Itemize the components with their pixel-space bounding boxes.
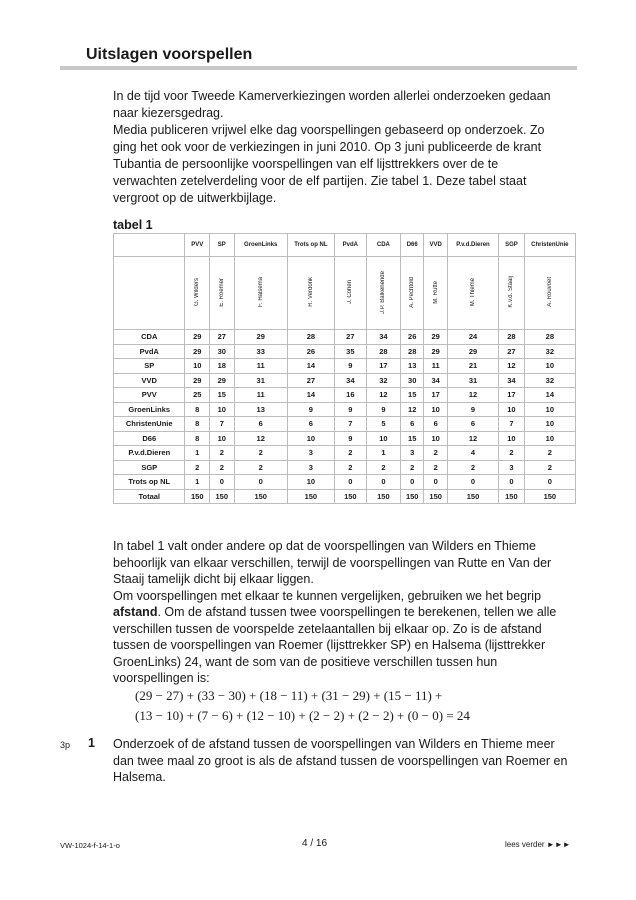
value-cell: 10 [524,359,575,374]
table-row [114,330,576,345]
leader-header-cell [210,257,235,330]
leader-header-cell [400,257,423,330]
leader-header-cell [424,257,447,330]
afstand-term: afstand [113,605,158,619]
leader-header-cell [334,257,366,330]
value-cell: 2 [334,460,366,475]
value-cell: 27 [287,373,334,388]
leader-header-cell [366,257,400,330]
value-cell: 9 [334,359,366,374]
value-cell: 13 [234,402,287,417]
value-cell: 30 [210,344,235,359]
value-cell: 5 [366,417,400,432]
table-body [114,330,576,504]
value-cell: 12 [499,359,525,374]
title-divider [60,66,577,70]
table-row [114,359,576,374]
row-label-cell: D66 [114,431,185,446]
value-cell: 18 [210,359,235,374]
corner-cell [114,234,185,257]
value-cell: 3 [287,460,334,475]
table-row [114,388,576,403]
value-cell: 2 [424,446,447,461]
value-cell: 150 [424,489,447,504]
footer-page-number: 4 / 16 [302,838,328,849]
table-row [114,402,576,417]
corner-cell [114,257,185,330]
table-row [114,460,576,475]
value-cell: 11 [234,359,287,374]
value-cell: 16 [334,388,366,403]
leader-name: A. Rouvoet [546,277,553,307]
value-cell: 3 [287,446,334,461]
value-cell: 150 [185,489,210,504]
value-cell: 8 [185,431,210,446]
leader-header-cell [447,257,498,330]
table-row [114,475,576,490]
value-cell: 29 [424,330,447,345]
explanation-text-b: . Om de afstand tussen twee voorspellingen te berekenen, tellen we alle verschillen tussen de voorspelde zetelaantallen bij elkaar op. Zo is de afstand tussen de voorspellingen van Roemer (lijsttrekker SP) en Halsema (lijsttrekker GroenLinks) 24, want de som van de positieve verschillen tussen hun voorspellingen is: [113,605,557,685]
value-cell: 150 [366,489,400,504]
value-cell: 10 [524,402,575,417]
value-cell: 32 [366,373,400,388]
row-label-cell: Trots op NL [114,475,185,490]
question-number: 1 [88,736,95,750]
value-cell: 31 [447,373,498,388]
value-cell: 12 [447,388,498,403]
value-cell: 17 [499,388,525,403]
party-header-cell: ChristenUnie [524,234,575,257]
value-cell: 150 [287,489,334,504]
value-cell: 6 [287,417,334,432]
footer-code: VW-1024-f-14-1-o [60,841,120,850]
value-cell: 2 [424,460,447,475]
value-cell: 10 [499,431,525,446]
value-cell: 35 [334,344,366,359]
value-cell: 9 [334,431,366,446]
value-cell: 2 [524,460,575,475]
value-cell: 12 [366,388,400,403]
value-cell: 2 [334,446,366,461]
formula-line-1: (29 − 27) + (33 − 30) + (18 − 11) + (31 − 29) + (15 − 11) + [135,688,443,703]
value-cell: 7 [499,417,525,432]
value-cell: 10 [210,431,235,446]
value-cell: 28 [366,344,400,359]
value-cell: 0 [400,475,423,490]
value-cell: 29 [447,344,498,359]
table-row [114,489,576,504]
value-cell: 0 [210,475,235,490]
value-cell: 1 [366,446,400,461]
party-header-cell: SP [210,234,235,257]
footer-continue: lees verder ►►► [505,840,571,849]
question-points: 3p [60,740,71,750]
value-cell: 34 [366,330,400,345]
leader-name: E. Roemer [218,277,225,307]
leader-name: J. Cohen [347,279,354,304]
leader-name: G. Wilders [194,277,201,306]
row-label-cell: P.v.d.Dieren [114,446,185,461]
value-cell: 12 [234,431,287,446]
value-cell: 2 [185,460,210,475]
value-cell: 14 [524,388,575,403]
row-label-cell: GroenLinks [114,402,185,417]
value-cell: 2 [210,446,235,461]
row-label-cell: PVV [114,388,185,403]
page-title: Uitslagen voorspellen [86,46,253,63]
value-cell: 28 [524,330,575,345]
value-cell: 2 [499,446,525,461]
row-label-cell: Totaal [114,489,185,504]
row-label-cell: VVD [114,373,185,388]
value-cell: 34 [424,373,447,388]
party-header-cell: D66 [400,234,423,257]
value-cell: 10 [210,402,235,417]
formula-line-2: (13 − 10) + (7 − 6) + (12 − 10) + (2 − 2) + (2 − 2) + (0 − 0) = 24 [135,708,470,723]
value-cell: 21 [447,359,498,374]
table-row [114,431,576,446]
value-cell: 11 [424,359,447,374]
party-header-cell: CDA [366,234,400,257]
value-cell: 28 [499,330,525,345]
value-cell: 30 [400,373,423,388]
value-cell: 9 [447,402,498,417]
value-cell: 8 [185,402,210,417]
value-cell: 10 [366,431,400,446]
value-cell: 29 [185,330,210,345]
value-cell: 3 [400,446,423,461]
value-cell: 2 [447,460,498,475]
explanation-paragraph-2 [113,588,558,687]
value-cell: 17 [424,388,447,403]
predictions-table [113,233,576,504]
value-cell: 11 [234,388,287,403]
value-cell: 10 [287,475,334,490]
question-text: Onderzoek of de afstand tussen de voorspellingen van Wilders en Thieme meer dan twee maal zo groot is als de afstand tussen de voorspellingen van Roemer en Halsema. [113,737,568,784]
value-cell: 12 [447,431,498,446]
value-cell: 9 [287,402,334,417]
value-cell: 17 [366,359,400,374]
leader-header-row [114,257,576,330]
value-cell: 0 [524,475,575,490]
value-cell: 12 [400,402,423,417]
table-row [114,417,576,432]
table-row [114,446,576,461]
value-cell: 3 [499,460,525,475]
value-cell: 29 [234,330,287,345]
table-label: tabel 1 [113,218,153,232]
row-label-cell: ChristenUnie [114,417,185,432]
value-cell: 0 [366,475,400,490]
value-cell: 150 [234,489,287,504]
value-cell: 29 [210,373,235,388]
row-label-cell: SP [114,359,185,374]
value-cell: 8 [185,417,210,432]
value-cell: 4 [447,446,498,461]
party-header-cell: Trots op NL [287,234,334,257]
leader-name: M. Thieme [470,277,476,307]
value-cell: 150 [210,489,235,504]
value-cell: 27 [334,330,366,345]
value-cell: 26 [287,344,334,359]
leader-header-cell [524,257,575,330]
value-cell: 150 [334,489,366,504]
value-cell: 9 [366,402,400,417]
value-cell: 13 [400,359,423,374]
value-cell: 10 [287,431,334,446]
value-cell: 14 [287,359,334,374]
value-cell: 150 [447,489,498,504]
value-cell: 6 [424,417,447,432]
value-cell: 27 [499,344,525,359]
value-cell: 7 [210,417,235,432]
leader-name: J.P. Balkenende [380,270,387,314]
value-cell: 0 [447,475,498,490]
value-cell: 7 [334,417,366,432]
leader-header-cell [185,257,210,330]
value-cell: 9 [334,402,366,417]
value-cell: 0 [234,475,287,490]
explanation-text [113,538,558,687]
intro-paragraph-2: Media publiceren vrijwel elke dag voorspellingen gebaseerd op onderzoek. Zo ging het ook voor de verkiezingen in juni 2010. Op 3 juni publiceerde de krant Tubantia de persoonlijke voorspellingen van elf lijsttrekkers over de te verwachten zetelverdeling voor de elf partijen. Zie tabel 1. Deze tabel staat vergroot op de uitwerkbijlage. [113,123,545,205]
value-cell: 32 [524,344,575,359]
value-cell: 1 [185,446,210,461]
party-header-cell: GroenLinks [234,234,287,257]
table-row [114,373,576,388]
value-cell: 28 [400,344,423,359]
row-label-cell: CDA [114,330,185,345]
value-cell: 2 [400,460,423,475]
value-cell: 31 [234,373,287,388]
explanation-text-a: Om voorspellingen met elkaar te kunnen vergelijken, gebruiken we het begrip [113,588,542,603]
value-cell: 34 [334,373,366,388]
intro-paragraph-1: In de tijd voor Tweede Kamerverkiezingen worden allerlei onderzoeken gedaan naar kiezersgedrag. [113,89,551,120]
value-cell: 28 [287,330,334,345]
value-cell: 10 [524,431,575,446]
leader-header-cell [287,257,334,330]
value-cell: 0 [424,475,447,490]
leader-name: A. Pechtold [409,276,416,308]
value-cell: 29 [424,344,447,359]
table-row [114,344,576,359]
party-header-cell: P.v.d.Dieren [447,234,498,257]
value-cell: 26 [400,330,423,345]
value-cell: 2 [234,460,287,475]
party-header-cell: PVV [185,234,210,257]
value-cell: 34 [499,373,525,388]
value-cell: 6 [234,417,287,432]
party-header-cell: VVD [424,234,447,257]
value-cell: 6 [400,417,423,432]
intro-text [113,88,553,207]
value-cell: 150 [400,489,423,504]
party-header-cell: SGP [499,234,525,257]
value-cell: 27 [210,330,235,345]
value-cell: 150 [499,489,525,504]
leader-header-cell [499,257,525,330]
value-cell: 32 [524,373,575,388]
party-header-row [114,234,576,257]
value-cell: 2 [524,446,575,461]
value-cell: 29 [185,344,210,359]
value-cell: 150 [524,489,575,504]
value-cell: 2 [234,446,287,461]
value-cell: 15 [400,431,423,446]
value-cell: 10 [499,402,525,417]
party-header-cell: PvdA [334,234,366,257]
row-label-cell: PvdA [114,344,185,359]
value-cell: 0 [499,475,525,490]
value-cell: 6 [447,417,498,432]
value-cell: 14 [287,388,334,403]
value-cell: 10 [185,359,210,374]
value-cell: 24 [447,330,498,345]
value-cell: 10 [524,417,575,432]
value-cell: 15 [210,388,235,403]
explanation-paragraph-1: In tabel 1 valt onder andere op dat de voorspellingen van Wilders en Thieme behoorlijk van elkaar verschillen, terwijl de voorspellingen van Rutte en Van der Staaij tamelijk dicht bij elkaar liggen. [113,539,552,586]
value-cell: 1 [185,475,210,490]
value-cell: 33 [234,344,287,359]
value-cell: 29 [185,373,210,388]
leader-header-cell [234,257,287,330]
value-cell: 25 [185,388,210,403]
value-cell: 0 [334,475,366,490]
leader-name: M. Rutte [432,280,439,304]
value-cell: 15 [400,388,423,403]
value-cell: 10 [424,402,447,417]
value-cell: 2 [210,460,235,475]
leader-name: R. Verdonk [307,277,314,307]
value-cell: 10 [424,431,447,446]
leader-name: K.v.d. Staaij [508,276,515,308]
row-label-cell: SGP [114,460,185,475]
value-cell: 2 [366,460,400,475]
leader-name: F. Halsema [257,276,264,307]
